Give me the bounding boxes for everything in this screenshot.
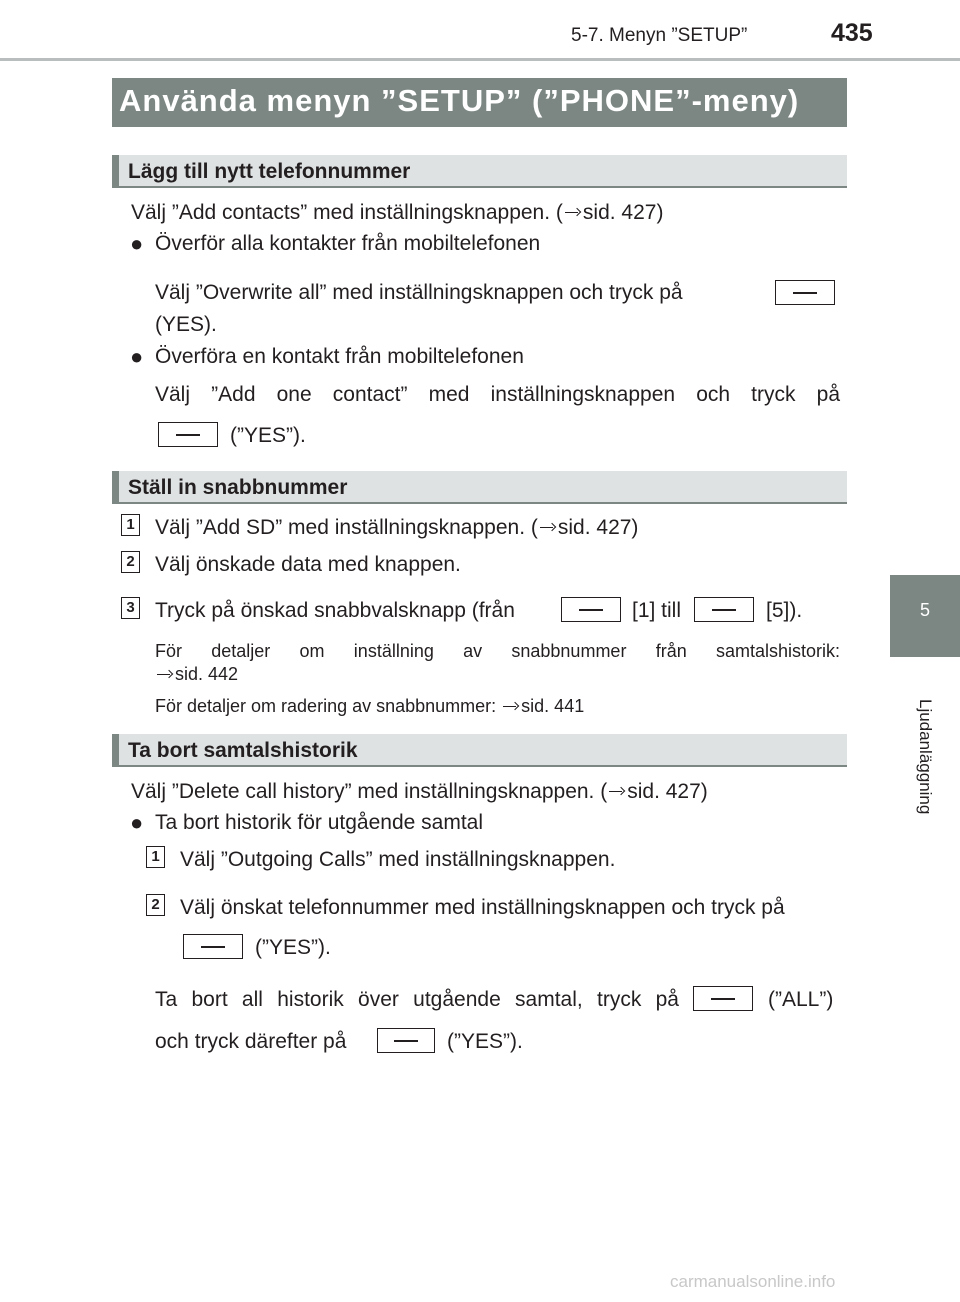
section-heading-text: Ställ in snabbnummer xyxy=(128,476,348,499)
header-divider xyxy=(0,58,960,61)
add-number-intro: Välj ”Add contacts” med inställningsknappen. ( sid. 427) xyxy=(131,201,664,224)
bullet-transfer-all: Överför alla kontakter från mobiltelefonen xyxy=(155,232,541,255)
bullet-transfer-one: Överföra en kontakt från mobiltelefonen xyxy=(155,345,524,368)
section-heading-add-number xyxy=(112,155,847,188)
delete-history-intro: Välj ”Delete call history” med inställningsknappen. ( sid. 427) xyxy=(131,780,708,803)
speed-dial-step-3-a: Tryck på önskad snabbvalsknapp (från xyxy=(155,599,515,622)
bullet-icon: ● xyxy=(130,810,144,835)
speed-dial-step-1: Välj ”Add SD” med inställningsknappen. ( sid. 427) xyxy=(155,516,639,539)
phone-button-icon xyxy=(694,597,754,622)
speed-dial-step-2: Välj önskade data med knappen. xyxy=(155,553,461,576)
section-heading-speed-dial xyxy=(112,471,847,504)
page-title-text: Använda menyn ”SETUP” (”PHONE”-meny) xyxy=(119,83,800,118)
phone-button-icon xyxy=(377,1028,435,1053)
delete-step-2-a: Välj önskat telefonnummer med inställningsknappen och tryck på xyxy=(180,896,785,919)
section-heading-delete-history xyxy=(112,734,847,767)
speed-dial-step-3-b: [1] till xyxy=(632,599,682,622)
arrow-right-icon xyxy=(609,787,625,797)
overwrite-all-text: Välj ”Overwrite all” med inställningsknappen och tryck på xyxy=(155,281,683,304)
add-one-contact-yes: (”YES”). xyxy=(230,424,306,447)
phone-button-icon xyxy=(183,934,243,959)
arrow-right-icon xyxy=(540,523,556,533)
speed-dial-note-1: För detaljer om inställning av snabbnummer från samtalshistorik: xyxy=(155,641,840,661)
step-number: 3 xyxy=(121,597,140,619)
section-heading-text: Lägg till nytt telefonnummer xyxy=(128,160,411,183)
arrow-right-icon xyxy=(157,670,173,680)
arrow-right-icon xyxy=(503,702,519,712)
speed-dial-note-2: För detaljer om radering av snabbnummer: sid. 441 xyxy=(155,696,585,716)
speed-dial-note-1-ref: sid. 442 xyxy=(155,663,238,685)
phone-button-icon xyxy=(561,597,621,622)
overwrite-all-yes: (YES). xyxy=(155,313,217,336)
step-number: 1 xyxy=(146,846,165,868)
chapter-label: Ljudanläggning xyxy=(916,699,935,815)
phone-button-icon xyxy=(158,422,218,447)
speed-dial-step-3-c: [5]). xyxy=(766,599,803,622)
delete-all-text-a: Ta bort all historik över utgående samtal, tryck på xyxy=(155,988,679,1011)
bullet-icon: ● xyxy=(130,344,144,369)
add-one-contact-text: Välj ”Add one contact” med inställningsknappen och tryck på xyxy=(155,383,840,406)
watermark: carmanualsonline.info xyxy=(670,1272,836,1291)
section-heading-text: Ta bort samtalshistorik xyxy=(128,739,358,762)
bullet-icon: ● xyxy=(130,231,144,256)
arrow-right-icon xyxy=(565,208,581,218)
chapter-number: 5 xyxy=(919,600,930,620)
delete-step-1: Välj ”Outgoing Calls” med inställningsknappen. xyxy=(180,848,616,871)
page-title xyxy=(112,78,847,127)
header-section-title: 5-7. Menyn ”SETUP” xyxy=(571,25,748,46)
delete-all-text-c: och tryck därefter på xyxy=(155,1030,347,1053)
delete-all-text-b: (”ALL”) xyxy=(768,988,834,1011)
page-number: 435 xyxy=(831,19,873,47)
step-number: 2 xyxy=(146,894,165,916)
step-number: 2 xyxy=(121,551,140,573)
phone-button-icon xyxy=(693,986,753,1011)
bullet-delete-outgoing: Ta bort historik för utgående samtal xyxy=(155,811,484,834)
delete-step-2-b: (”YES”). xyxy=(255,936,331,959)
step-number: 1 xyxy=(121,514,140,536)
delete-all-text-d: (”YES”). xyxy=(447,1030,523,1053)
phone-button-icon xyxy=(775,280,835,305)
